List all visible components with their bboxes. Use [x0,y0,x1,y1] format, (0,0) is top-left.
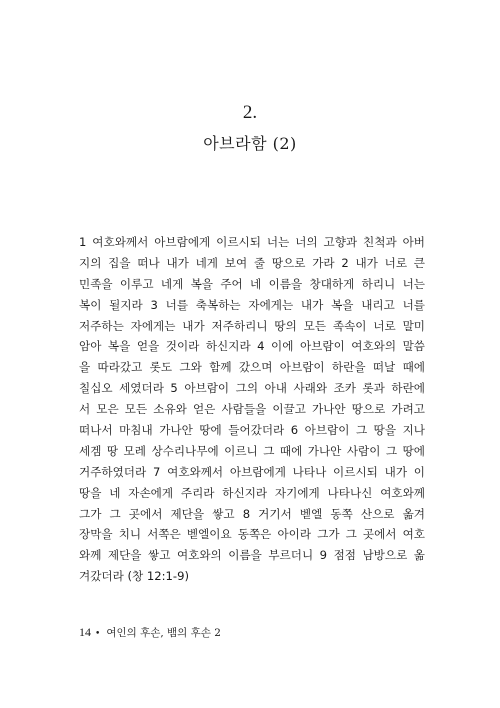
text-line: 복이 될지라 3 너를 축복하는 자에게는 내가 복을 내리고 너를 [79,297,425,312]
page-number: 14 [79,625,91,639]
scripture-passage [79,232,425,587]
text-line: 장막을 치니 서쪽은 벧엘이요 동쪽은 아이라 그가 그 곳에서 여호 [79,527,425,542]
text-line: 1 여호와께서 아브람에게 이르시되 너는 너의 고향과 친척과 아버 [79,235,425,249]
text-line: 그가 그 곳에서 제단을 쌓고 8 거기서 벧엘 동쪽 산으로 옮겨 [79,506,425,521]
text-line: 거주하였더라 7 여호와께서 아브람에게 나타나 이르시되 내가 이 [79,464,425,479]
text-line: 지의 집을 떠나 내가 네게 보여 줄 땅으로 가라 2 내가 너로 큰 [79,255,425,270]
text-line: 저주하는 자에게는 내가 저주하리니 땅의 모든 족속이 너로 말미 [79,318,425,333]
chapter-number: 2. [242,102,258,123]
text-line: 겨갔더라 (창 12:1-9) [79,569,190,584]
text-line: 세겜 땅 모레 상수리나무에 이르니 그 때에 가나안 사람이 그 땅에 [79,443,425,458]
bullet-separator: • [95,629,101,639]
text-line: 칠십오 세였더라 5 아브람이 그의 아내 사래와 조카 롯과 하란에 [79,381,425,396]
text-line: 민족을 이루고 네게 복을 주어 네 이름을 창대하게 하리니 너는 [79,276,425,291]
text-line: 땅을 네 자손에게 주리라 하신지라 자기에게 나타나신 여호와께 [79,485,425,500]
text-line: 서 모은 모든 소유와 얻은 사람들을 이끌고 가나안 땅으로 가려고 [79,402,425,417]
running-book-title: 여인의 후손, 뱀의 후손 2 [106,627,221,639]
text-line: 암아 복을 얻을 것이라 하신지라 4 이에 아브람이 여호와의 말씀 [79,339,425,354]
text-line: 떠나서 마침내 가나안 땅에 들어갔더라 6 아브람이 그 땅을 지나 [79,423,425,438]
text-line: 와께 제단을 쌓고 여호와의 이름을 부르더니 9 점점 남방으로 옮 [79,548,425,563]
page-footer [79,625,221,641]
chapter-title: 아브라함 (2) [203,134,297,153]
text-line: 을 따라갔고 롯도 그와 함께 갔으며 아브람이 하란을 떠날 때에 [79,360,425,375]
